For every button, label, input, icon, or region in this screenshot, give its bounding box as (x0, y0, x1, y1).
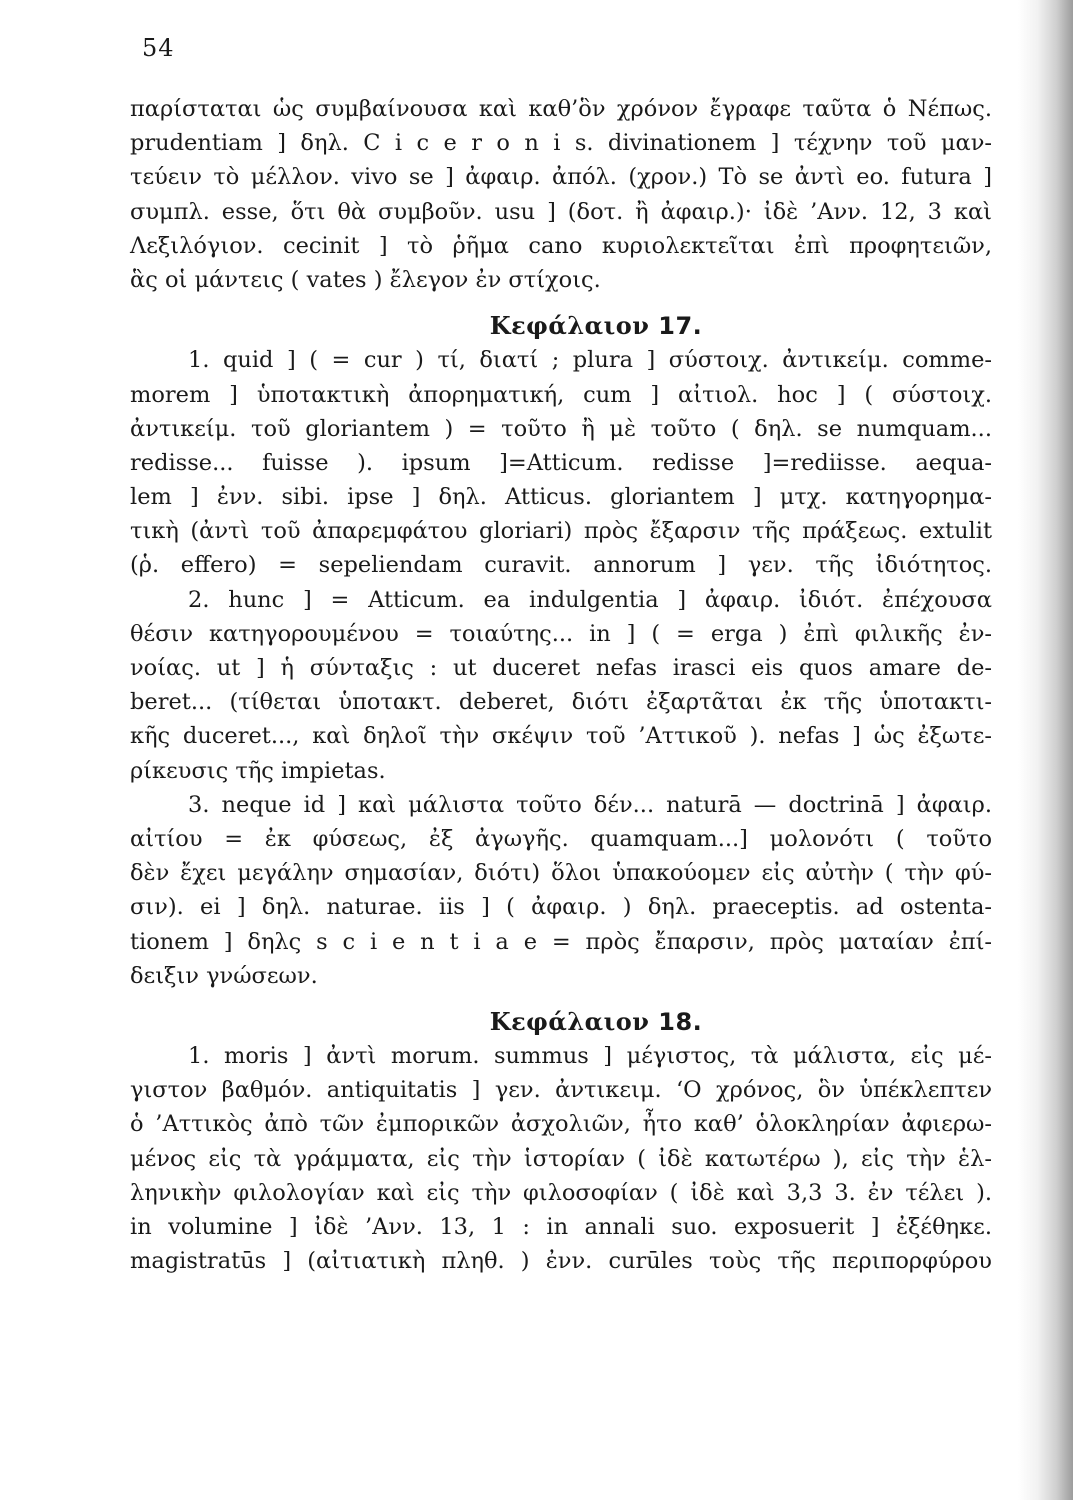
text-line: μένος εἰς τὰ γράμματα, εἰς τὴν ἱστορίαν ( ἰδὲ κατωτέρω ), εἰς τὴν ἑλ- (130, 1145, 992, 1172)
text-line: prudentiam ] δηλ. C i c e r o n i s. divinationem ] τέχνην τοῦ μαν- (130, 130, 992, 157)
text-line: τικὴ (ἀντὶ τοῦ ἀπαρεμφάτου gloriari) πρὸς ἔξαρσιν τῆς πράξεως. extulit (130, 518, 992, 545)
text-line: νοίας. ut ] ἡ σύνταξις : ut duceret nefas irasci eis quos amare de- (130, 655, 992, 681)
text-line: magistratūs ] (αἰτιατικὴ πληθ. ) ἐνν. curūles τοὺς τῆς περιπορφύρου (130, 1248, 992, 1275)
text-line: 2. hunc ] = Atticum. ea indulgentia ] ἀφαιρ. ἰδιότ. ἐπέχουσα (188, 586, 992, 613)
chapter-18-heading (130, 1005, 992, 1039)
text-line: lem ] ἐνν. sibi. ipse ] δηλ. Atticus. gloriantem ] μτχ. κατηγορημα- (130, 484, 992, 511)
text-line: 1. moris ] ἀντὶ morum. summus ] μέγιστος, τὰ μάλιστα, εἰς μέ- (188, 1043, 992, 1070)
spacer (130, 993, 992, 1005)
chapter-18-number: 18. (658, 1007, 703, 1036)
page-number: 54 (142, 34, 175, 62)
text-line: ὁ ’Αττικὸς ἀπὸ τῶν ἐμπορικῶν ἀσχολιῶν, ἦτο καθ’ ὁλοκληρίαν ἀφιερω- (130, 1111, 992, 1138)
chapter-17-number: 17. (658, 312, 703, 341)
spacer (130, 297, 992, 309)
text-line: σιν). ei ] δηλ. naturae. iis ] ( ἀφαιρ. ) δηλ. praeceptis. ad ostenta- (130, 894, 992, 921)
text-line: ἃς οἱ μάντεις ( vates ) ἔλεγον ἐν στίχοις. (130, 266, 601, 293)
text-line: (ῥ. effero) = sepeliendam curavit. annorum ] γεν. τῆς ἰδιότητος. (130, 552, 992, 579)
text-line: ἀντικείμ. τοῦ gloriantem ) = τοῦτο ἢ μὲ τοῦτο ( δηλ. se numquam... (130, 415, 992, 442)
text-line: κῆς duceret..., καὶ δηλοῖ τὴν σκέψιν τοῦ ’Αττικοῦ ). nefas ] ὡς ἐξωτε- (130, 723, 992, 750)
text-line: beret... (τίθεται ὑποτακτ. deberet, διότι ἐξαρτᾶται ἐκ τῆς ὑποτακτι- (130, 689, 992, 716)
text-line: ληνικὴν φιλολογίαν καὶ εἰς τὴν φιλοσοφίαν ( ἰδὲ καὶ 3,3 3. ἐν τέλει ). (130, 1179, 992, 1206)
text-line: θέσιν κατηγορουμένου = τοιαύτης... in ] ( = erga ) ἐπὶ φιλικῆς ἐν- (130, 620, 992, 647)
text-line: ρίκευσις τῆς impietas. (130, 757, 386, 784)
text-line: συμπλ. esse, ὅτι θὰ συμβοῦν. usu ] (δοτ. ἢ ἀφαιρ.)· ἰδὲ ’Ανν. 12, 3 καὶ (130, 198, 992, 225)
chapter-18-title: Κεφάλαιον (489, 1006, 650, 1036)
chapter-17-heading (130, 309, 992, 343)
text-line: redisse... fuisse ). ipsum ]=Atticum. redisse ]=rediisse. aequa- (130, 449, 992, 476)
binding-shadow (1018, 0, 1073, 1500)
text-block (130, 92, 992, 1278)
text-line: 3. neque id ] καὶ μάλιστα τοῦτο δέν... naturā — doctrinā ] ἀφαιρ. (188, 791, 992, 818)
text-line: δειξιν γνώσεων. (130, 962, 318, 989)
text-line: δὲν ἔχει μεγάλην σημασίαν, διότι) ὅλοι ὑπακούομεν εἰς αὐτὴν ( τὴν φύ- (130, 860, 992, 887)
text-line: 1. quid ] ( = cur ) τί, διατί ; plura ] σύστοιχ. ἀντικείμ. comme- (188, 347, 992, 374)
text-line: Λεξιλόγιον. cecinit ] τὸ ῥῆμα cano κυριολεκτεῖται ἐπὶ προφητειῶν, (130, 232, 992, 259)
text-line: τεύειν τὸ μέλλον. vivo se ] ἀφαιρ. ἀπόλ. (χρον.) Τὸ se ἀντὶ eo. futura ] (130, 164, 992, 191)
text-line: αἰτίου = ἐκ φύσεως, ἐξ ἀγωγῆς. quamquam...] μολονότι ( τοῦτο (130, 825, 992, 852)
text-line: παρίσταται ὡς συμβαίνουσα καὶ καθ’ὃν χρόνον ἔγραφε ταῦτα ὁ Νέπως. (130, 96, 992, 122)
text-line: tionem ] δηλς s c i e n t i a e = πρὸς ἔπαρσιν, πρὸς ματαίαν ἐπί- (130, 928, 992, 955)
text-line: γιστον βαθμόν. antiquitatis ] γεν. ἀντικειμ. ‘Ο χρόνος, ὃν ὑπέκλεπτεν (130, 1077, 992, 1104)
text-line: in volumine ] ἰδὲ ’Ανν. 13, 1 : in annali suo. exposuerit ] ἐξέθηκε. (130, 1214, 992, 1240)
chapter-17-title: Κεφάλαιον (489, 311, 650, 341)
text-line: morem ] ὑποτακτικὴ ἀπορηματική, cum ] αἰτιολ. hoc ] ( σύστοιχ. (130, 381, 992, 408)
